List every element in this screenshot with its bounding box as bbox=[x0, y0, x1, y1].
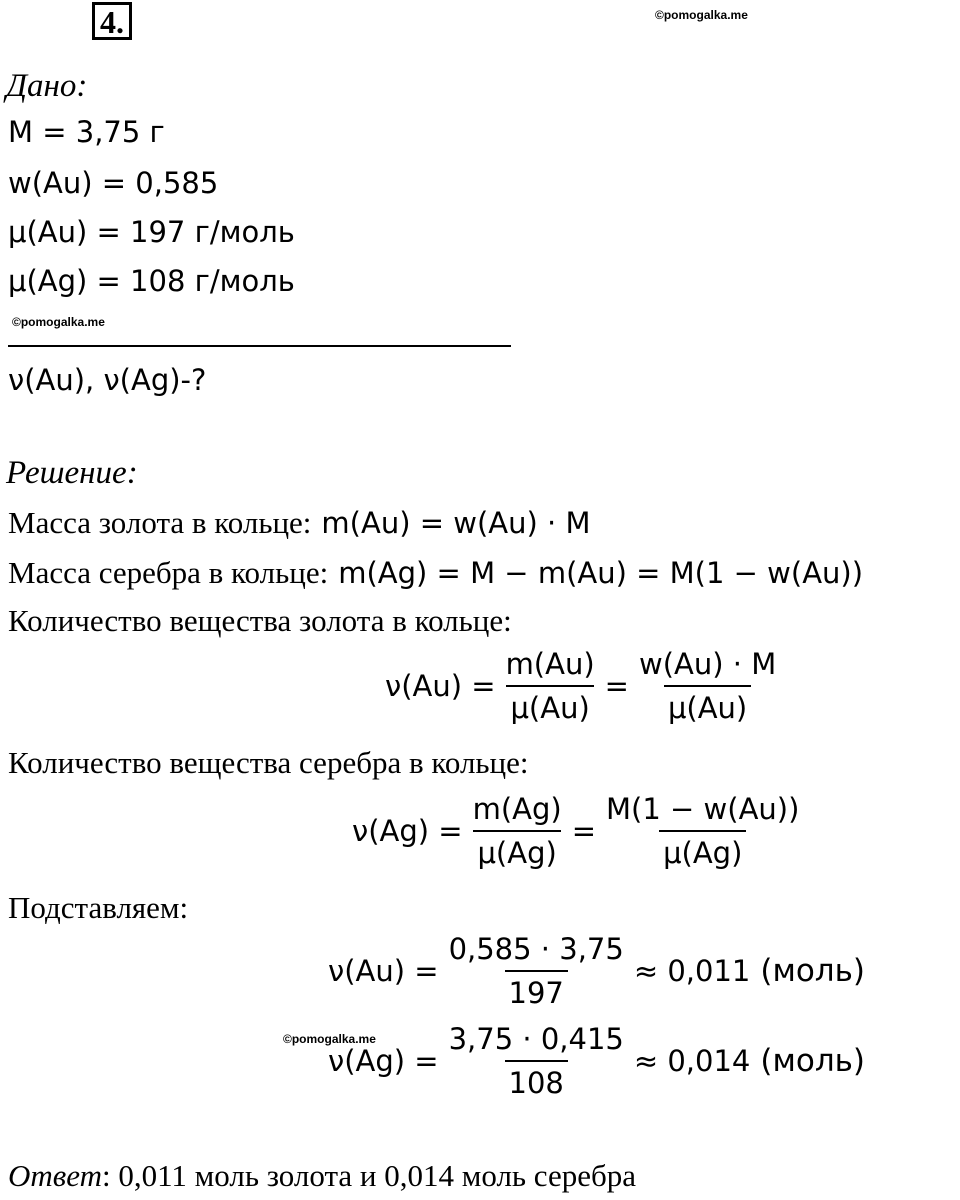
given-divider bbox=[8, 345, 511, 347]
silver-calc-equation bbox=[328, 1022, 865, 1100]
fraction-denominator: μ(Ag) bbox=[659, 830, 746, 870]
fraction-numerator: 0,585 · 3,75 bbox=[448, 932, 624, 966]
given-label: Дано: bbox=[6, 68, 88, 104]
fraction-denominator: μ(Au) bbox=[664, 685, 751, 725]
silver-calc-fraction bbox=[445, 1022, 628, 1100]
fraction-numerator: w(Au) · M bbox=[638, 647, 777, 681]
gold-calc-unit: (моль) bbox=[760, 953, 865, 989]
fraction-denominator: 197 bbox=[505, 970, 568, 1010]
problem-number: 4. bbox=[92, 2, 132, 40]
gold-mass-formula: m(Au) = w(Au) · M bbox=[321, 506, 591, 540]
watermark-given: ©pomogalka.me bbox=[12, 315, 105, 329]
silver-calc-result: ≈ 0,014 bbox=[633, 1044, 751, 1078]
fraction-numerator: 3,75 · 0,415 bbox=[448, 1022, 624, 1056]
fraction-denominator: μ(Au) bbox=[506, 685, 593, 725]
watermark-bottom: ©pomogalka.me bbox=[283, 1032, 376, 1046]
solution-label: Решение: bbox=[6, 455, 138, 491]
equals-sign: = bbox=[604, 669, 629, 703]
gold-mass-text: Масса золота в кольце: bbox=[8, 505, 312, 540]
gold-calc-lhs: ν(Au) = bbox=[328, 954, 439, 988]
silver-calc-lhs: ν(Ag) = bbox=[328, 1044, 439, 1078]
gold-amount-fraction-1 bbox=[502, 647, 599, 725]
gold-amount-equation bbox=[385, 647, 786, 725]
watermark-top: ©pomogalka.me bbox=[655, 8, 748, 22]
gold-calc-result: ≈ 0,011 bbox=[633, 954, 751, 988]
gold-mass-line bbox=[8, 505, 591, 541]
gold-amount-text: Количество вещества золота в кольце: bbox=[8, 603, 512, 638]
fraction-denominator: 108 bbox=[505, 1060, 568, 1100]
answer-line bbox=[8, 1158, 636, 1194]
silver-mass-line bbox=[8, 555, 863, 591]
substitute-text: Подставляем: bbox=[8, 890, 189, 925]
find-line: ν(Au), ν(Ag)-? bbox=[8, 363, 207, 397]
gold-calc-equation bbox=[328, 932, 865, 1010]
given-gold-molar-mass: μ(Au) = 197 г/моль bbox=[8, 215, 295, 249]
equals-sign: = bbox=[571, 814, 597, 848]
silver-amount-fraction-1 bbox=[469, 792, 566, 870]
fraction-denominator: μ(Ag) bbox=[473, 830, 560, 870]
given-mass: M = 3,75 г bbox=[8, 115, 165, 149]
fraction-numerator: M(1 − w(Au)) bbox=[606, 792, 800, 826]
fraction-numerator: m(Ag) bbox=[472, 792, 562, 826]
given-gold-fraction: w(Au) = 0,585 bbox=[8, 166, 219, 200]
gold-amount-fraction-2 bbox=[635, 647, 780, 725]
silver-amount-fraction-2 bbox=[602, 792, 803, 870]
silver-amount-lhs: ν(Ag) = bbox=[352, 814, 463, 848]
gold-amount-lhs: ν(Au) = bbox=[385, 669, 496, 703]
answer-text: : 0,011 моль золота и 0,014 моль серебра bbox=[101, 1158, 636, 1193]
silver-mass-text: Масса серебра в кольце: bbox=[8, 555, 329, 590]
silver-amount-text: Количество вещества серебра в кольце: bbox=[8, 745, 529, 780]
silver-mass-formula: m(Ag) = M − m(Au) = M(1 − w(Au)) bbox=[338, 556, 864, 590]
fraction-numerator: m(Au) bbox=[505, 647, 595, 681]
silver-amount-equation bbox=[352, 792, 809, 870]
given-silver-molar-mass: μ(Ag) = 108 г/моль bbox=[8, 264, 295, 298]
silver-calc-unit: (моль) bbox=[760, 1043, 866, 1079]
gold-calc-fraction bbox=[445, 932, 628, 1010]
answer-label: Ответ bbox=[8, 1158, 102, 1193]
